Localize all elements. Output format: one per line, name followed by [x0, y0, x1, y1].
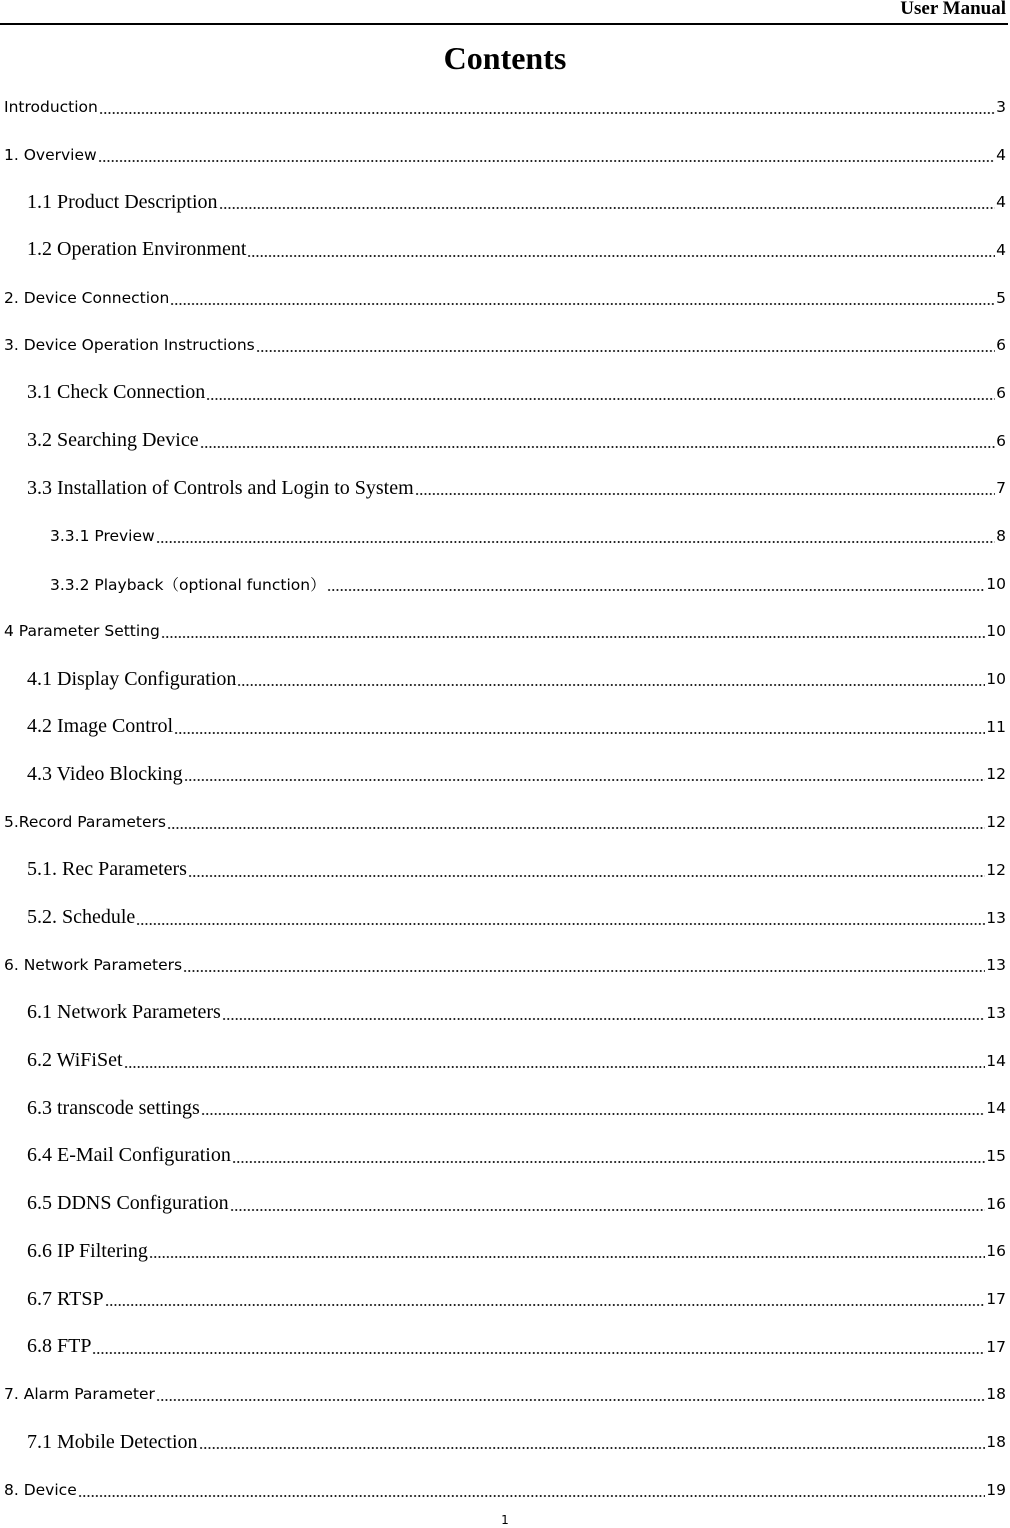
toc-entry-title[interactable]: 4.1 Display Configuration [27, 667, 237, 690]
toc-entry-page-number[interactable]: 19 [986, 1480, 1006, 1499]
toc-entry-page-number[interactable]: 18 [986, 1433, 1006, 1452]
toc-entry[interactable] [0, 83, 1010, 131]
toc-entry-page-number[interactable]: 7 [996, 479, 1006, 498]
toc-entry[interactable] [0, 560, 1010, 608]
dot-leader [167, 816, 985, 836]
dot-leader [219, 196, 996, 216]
contents-title: Contents [443, 40, 567, 76]
dot-leader [99, 101, 995, 121]
toc-entry[interactable] [0, 1132, 1010, 1180]
toc-entry[interactable] [0, 274, 1010, 322]
toc-entry[interactable] [0, 321, 1010, 369]
toc-entry[interactable] [0, 798, 1010, 846]
toc-entry-title[interactable]: 6.4 E-Mail Configuration [27, 1144, 231, 1167]
toc-entry-title[interactable]: 5.Record Parameters [4, 813, 166, 832]
toc-entry-title[interactable]: 4 Parameter Setting [4, 622, 160, 641]
toc-entry[interactable] [0, 941, 1010, 989]
toc-entry[interactable] [0, 226, 1010, 274]
toc-entry[interactable] [0, 1323, 1010, 1371]
toc-entry[interactable] [0, 1037, 1010, 1085]
toc-entry[interactable] [0, 608, 1010, 656]
table-of-contents [0, 83, 1010, 1514]
toc-entry-title[interactable]: 5.1. Rec Parameters [27, 858, 187, 881]
toc-entry[interactable] [0, 417, 1010, 465]
toc-entry-title[interactable]: 6.3 transcode settings [27, 1096, 200, 1119]
dot-leader [78, 1484, 986, 1504]
toc-entry[interactable] [0, 703, 1010, 751]
toc-entry-page-number[interactable]: 3 [996, 97, 1006, 116]
toc-entry[interactable] [0, 131, 1010, 179]
toc-entry-page-number[interactable]: 16 [986, 1194, 1006, 1213]
toc-entry[interactable] [0, 1466, 1010, 1514]
dot-leader [201, 1102, 986, 1122]
toc-entry-title[interactable]: 3. Device Operation Instructions [4, 336, 255, 355]
toc-entry-title[interactable]: 7.1 Mobile Detection [27, 1430, 198, 1453]
dot-leader [327, 578, 986, 598]
toc-entry-page-number[interactable]: 14 [986, 1099, 1006, 1118]
dot-leader [98, 149, 995, 169]
toc-entry-page-number[interactable]: 8 [996, 527, 1006, 546]
toc-entry-page-number[interactable]: 11 [986, 717, 1006, 736]
dot-leader [156, 1388, 985, 1408]
toc-entry[interactable] [0, 1275, 1010, 1323]
toc-entry-page-number[interactable]: 4 [996, 145, 1006, 164]
toc-entry[interactable] [0, 989, 1010, 1037]
toc-entry-page-number[interactable]: 16 [986, 1242, 1006, 1261]
toc-entry[interactable] [0, 512, 1010, 560]
toc-entry[interactable] [0, 369, 1010, 417]
dot-leader [232, 1150, 985, 1170]
header-title: User Manual [900, 0, 1006, 19]
toc-entry-page-number[interactable]: 17 [986, 1290, 1006, 1309]
toc-entry-page-number[interactable]: 4 [996, 240, 1006, 259]
toc-entry-title[interactable]: 6.8 FTP [27, 1335, 92, 1358]
toc-entry-page-number[interactable]: 13 [986, 956, 1006, 975]
toc-entry-page-number[interactable]: 5 [996, 288, 1006, 307]
dot-leader [92, 1341, 985, 1361]
toc-entry-title[interactable]: 8. Device [4, 1480, 77, 1499]
toc-entry[interactable] [0, 1228, 1010, 1276]
toc-entry-page-number[interactable]: 13 [986, 908, 1006, 927]
toc-entry[interactable] [0, 655, 1010, 703]
toc-entry-title[interactable]: 6.7 RTSP [27, 1287, 104, 1310]
dot-leader [136, 912, 985, 932]
toc-entry-page-number[interactable]: 6 [996, 431, 1006, 450]
toc-entry-title[interactable]: 1.2 Operation Environment [27, 238, 247, 261]
dot-leader [184, 768, 986, 788]
dot-leader [415, 482, 995, 502]
toc-entry[interactable] [0, 178, 1010, 226]
toc-entry[interactable] [0, 894, 1010, 942]
toc-entry-title[interactable]: 1.1 Product Description [27, 190, 218, 213]
toc-entry-page-number[interactable]: 6 [996, 383, 1006, 402]
page-header [0, 0, 1008, 25]
toc-entry-title[interactable]: 3.3.2 Playback（optional function） [50, 575, 326, 594]
toc-entry-page-number[interactable]: 12 [986, 860, 1006, 879]
dot-leader [183, 959, 985, 979]
toc-entry[interactable] [0, 846, 1010, 894]
dot-leader [124, 1055, 986, 1075]
dot-leader [188, 864, 985, 884]
dot-leader [161, 625, 985, 645]
toc-entry[interactable] [0, 1371, 1010, 1419]
toc-entry-title[interactable]: 3.1 Check Connection [27, 381, 206, 404]
toc-entry-title[interactable]: 6. Network Parameters [4, 956, 183, 975]
toc-entry-page-number[interactable]: 12 [986, 813, 1006, 832]
toc-entry-title[interactable]: 3.2 Searching Device [27, 429, 199, 452]
toc-entry-title[interactable]: 4.3 Video Blocking [27, 762, 183, 785]
dot-leader [105, 1293, 986, 1313]
toc-entry-title[interactable]: 6.2 WiFiSet [27, 1049, 123, 1072]
toc-entry-title[interactable]: 4.2 Image Control [27, 715, 174, 738]
toc-entry-title[interactable]: 6.6 IP Filtering [27, 1239, 148, 1262]
toc-entry-page-number[interactable]: 17 [986, 1337, 1006, 1356]
toc-entry-title[interactable]: 1. Overview [4, 145, 97, 164]
dot-leader [247, 244, 995, 264]
toc-entry-page-number[interactable]: 12 [986, 765, 1006, 784]
dot-leader [237, 673, 985, 693]
toc-entry-page-number[interactable]: 4 [996, 193, 1006, 212]
toc-entry[interactable] [0, 1084, 1010, 1132]
toc-entry-title[interactable]: Introduction [4, 97, 98, 116]
toc-entry-title[interactable]: 5.2. Schedule [27, 906, 136, 929]
toc-entry-page-number[interactable]: 14 [986, 1051, 1006, 1070]
dot-leader [199, 1436, 986, 1456]
dot-leader [170, 292, 995, 312]
toc-entry-title[interactable]: 3.3 Installation of Controls and Login to System [27, 476, 414, 499]
toc-entry-page-number[interactable]: 15 [986, 1146, 1006, 1165]
toc-entry-title[interactable]: 6.1 Network Parameters [27, 1001, 221, 1024]
toc-entry[interactable] [0, 1180, 1010, 1228]
dot-leader [174, 721, 985, 741]
dot-leader [230, 1198, 986, 1218]
toc-entry[interactable] [0, 751, 1010, 799]
toc-entry-page-number[interactable]: 6 [996, 336, 1006, 355]
dot-leader [200, 435, 996, 455]
toc-entry-page-number[interactable]: 13 [986, 1003, 1006, 1022]
dot-leader [222, 1007, 985, 1027]
toc-entry-page-number[interactable]: 10 [986, 622, 1006, 641]
toc-entry-title[interactable]: 6.5 DDNS Configuration [27, 1192, 229, 1215]
page-number: 1 [501, 1513, 509, 1527]
toc-entry-page-number[interactable]: 10 [986, 574, 1006, 593]
toc-entry-page-number[interactable]: 10 [986, 670, 1006, 689]
toc-entry-title[interactable]: 3.3.1 Preview [50, 527, 155, 546]
dot-leader [206, 387, 995, 407]
toc-entry[interactable] [0, 465, 1010, 513]
toc-entry-title[interactable]: 7. Alarm Parameter [4, 1385, 155, 1404]
dot-leader [156, 530, 995, 550]
toc-entry-title[interactable]: 2. Device Connection [4, 288, 170, 307]
dot-leader [256, 339, 995, 359]
toc-entry[interactable] [0, 1418, 1010, 1466]
dot-leader [149, 1245, 985, 1265]
toc-entry-page-number[interactable]: 18 [986, 1385, 1006, 1404]
